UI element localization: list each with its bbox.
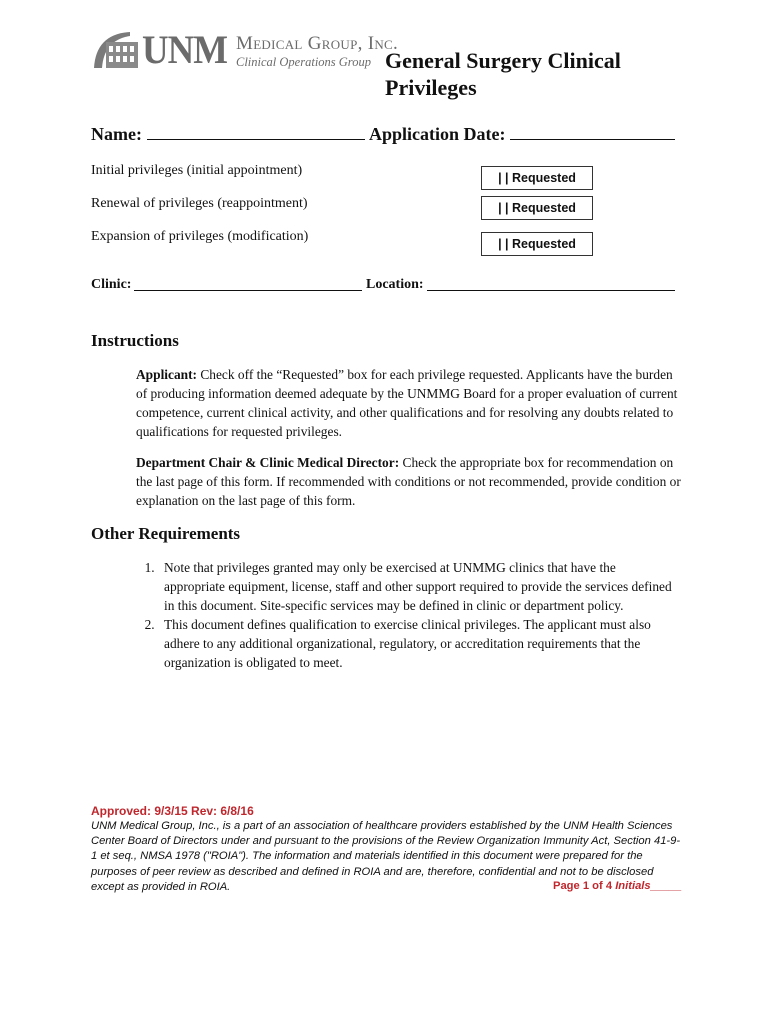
other-requirements-heading: Other Requirements <box>91 524 241 543</box>
logo-company: Medical Group, Inc. <box>236 33 399 54</box>
chair-text: Check the appropriate box for recommendation on the last page of this form. If recommended with conditions or not recommended, provide condition or explanation on the last page of this form. <box>136 455 681 508</box>
privilege-type-initial: Initial privileges (initial appointment) <box>91 163 303 178</box>
applicant-text: Check off the “Requested” box for each privilege requested. Applicants have the burden of producing information deemed adequate by the UNMMG Board for a proper evaluation of current competence, current clinical activity, and other qualifications and for resolving any doubts related to qualifications for requested privileges. <box>136 367 678 439</box>
clinic-field[interactable] <box>134 290 362 291</box>
page-number: Page 1 of 4 <box>553 880 613 892</box>
name-label: Name: <box>91 124 142 144</box>
location-field[interactable] <box>427 290 675 291</box>
chair-instructions <box>136 453 681 510</box>
chair-label: Department Chair & Clinic Medical Director: <box>136 455 400 470</box>
legal-text: UNM Medical Group, Inc., is a part of an association of healthcare providers established by the UNM Health Sciences Center Board of Directors under and pursuant to the provisions of the Review Organization Immunity Act, Section 41-9-1 et seq., NMSA 1978 ("ROIA"). The information and materials identified in this document were prepared for the purposes of peer review as described and defined in ROIA and are, therefore, confidential and not to be disclosed except as provided in ROIA. <box>91 820 681 893</box>
requested-checkbox-expansion[interactable]: | | Requested <box>481 232 593 256</box>
privilege-type-renewal: Renewal of privileges (reappointment) <box>91 196 308 211</box>
requested-checkbox-initial[interactable]: | | Requested <box>481 166 593 190</box>
logo-group: Clinical Operations Group <box>236 55 371 69</box>
applicant-label: Applicant: <box>136 367 198 382</box>
document-title: General Surgery Clinical Privileges <box>385 48 621 100</box>
name-field[interactable] <box>147 139 365 140</box>
privilege-type-expansion: Expansion of privileges (modification) <box>91 229 309 244</box>
page-indicator <box>553 879 682 894</box>
instructions-heading: Instructions <box>91 331 179 350</box>
requirement-item-1: 1. Note that privileges granted may only be exercised at UNMMG clinics that have the appropriate equipment, license, staff and other support required to provide the services defined in this document. Site-specific services may be defined in clinic or department policy. <box>158 558 676 615</box>
location-label: Location: <box>366 277 424 292</box>
requirements-list <box>136 558 676 672</box>
unm-building-logo-icon <box>92 28 142 70</box>
applicant-instructions <box>136 365 681 441</box>
application-date-field[interactable] <box>510 139 675 140</box>
approved-date: Approved: 9/3/15 Rev: 6/8/16 <box>91 804 254 818</box>
requested-checkbox-renewal[interactable]: | | Requested <box>481 196 593 220</box>
initials-field[interactable]: Initials_____ <box>615 880 682 892</box>
requirement-item-2: 2. This document defines qualification to exercise clinical privileges. The applicant must also adhere to any additional organizational, regulatory, or accreditation requirements that the organization is obligated to meet. <box>158 615 676 672</box>
application-date-label: Application Date: <box>369 124 506 144</box>
clinic-label: Clinic: <box>91 277 132 292</box>
logo-brand: UNM <box>142 27 228 72</box>
